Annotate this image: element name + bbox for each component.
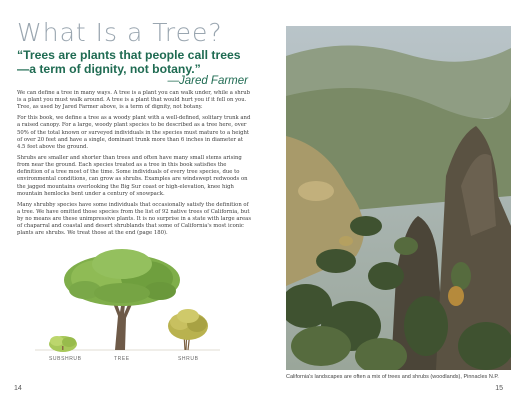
subshrub-label: SUBSHRUB — [49, 356, 82, 362]
tree-drawing — [64, 249, 180, 350]
shrub-label: SHRUB — [178, 356, 199, 362]
landscape-photo — [286, 26, 511, 370]
paragraph: We can define a tree in many ways. A tree is a plant you can walk under, while a shrub is a plant you must walk around. A tree is a plant that would hurt you if it fell on you. Tree, as used by Jared Farmer above, is a term of dignity, not botany. — [17, 90, 251, 111]
paragraph: Shrubs are smaller and shorter than trees and often have many small stems arising from near the ground. Each species treated as a tree in this book satisfies the definition of a tree most of the time. Some individuals of every tree species, due to environmental conditions, can grow as shrubs. Examples are windswept redwoods on the jagged mountains overlooking the Big Sur coast or high-elevation, knee high mountain hemlocks bent under a century of snowpack. — [17, 154, 248, 197]
paragraph: For this book, we define a tree as a woody plant with a well-defined, solitary trunk and a raised canopy. For a large, woody plant species to be described as a tree here, over 50% of the total known or surveyed individuals in the species must mature to a height of over 20 feet and have a single, dominant trunk more than 6 inches in diameter at 4.5 feet above the ground. — [17, 115, 251, 151]
right-page — [258, 0, 515, 400]
pull-quote: “Trees are plants that people call trees—a term of dignity, not botany.” — [17, 48, 241, 76]
body-text — [17, 90, 252, 241]
page-number-right: 15 — [495, 385, 503, 392]
photo-svg — [286, 26, 511, 370]
chapter-title: What Is a Tree? — [17, 18, 223, 47]
tree-label: TREE — [114, 356, 130, 362]
illustration-svg — [35, 238, 220, 370]
shrub-drawing — [168, 309, 208, 350]
page-number-left: 14 — [14, 385, 22, 392]
paragraph: Many shrubby species have some individuals that occasionally satisfy the definition of a tree. We have omitted those species from the list of 92 native trees of California, but by no means are these unimpressive plants. It is no surprise in a state with large areas of chaparral and coastal and desert shrublands that some of California's most iconic plants are shrubs. We treat those at the end (page 180). — [17, 201, 252, 237]
photo-caption: California's landscapes are often a mix of trees and shrubs (woodlands), Pinnacles N.P. — [286, 374, 499, 380]
quote-attribution: —Jared Farmer — [167, 75, 248, 87]
subshrub-drawing — [49, 336, 77, 352]
tree-shrub-illustration — [35, 238, 220, 370]
